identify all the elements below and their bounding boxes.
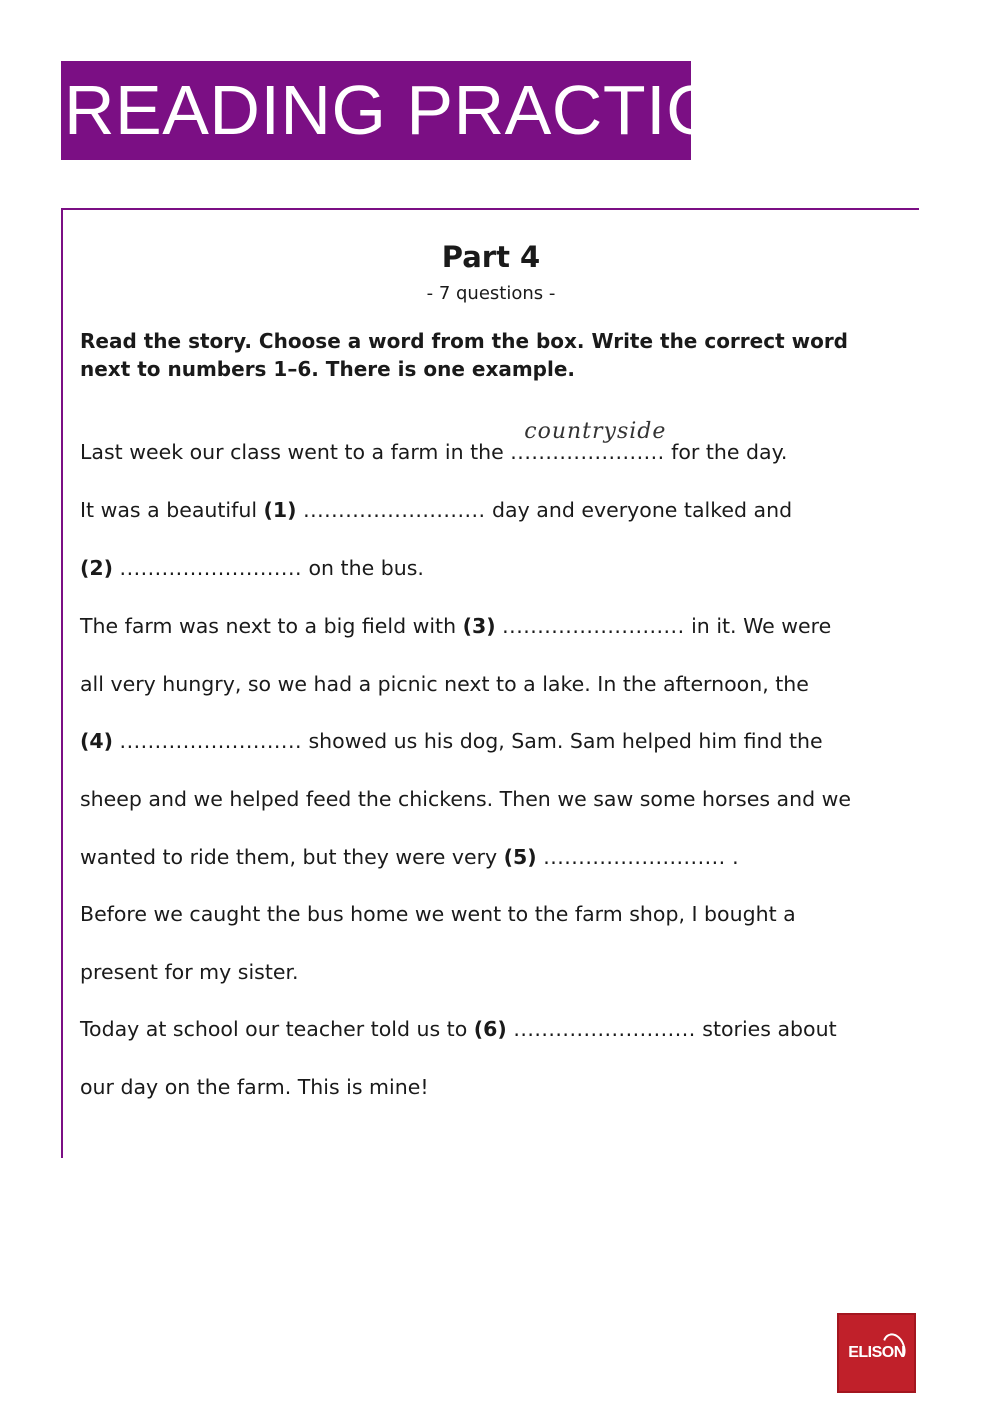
question-number-2: (2) [80,556,114,580]
answer-blank-6[interactable]: .......................... [513,1017,696,1041]
story-text: for the day. [664,440,788,464]
example-answer-blank [510,419,667,466]
story-line-3 [80,554,424,582]
story-text: in it. We were [684,614,832,638]
question-number-1: (1) [263,498,297,522]
story-text: showed us his dog, Sam. Sam helped him find the [301,729,823,753]
story-text: It was a beautiful [80,498,264,522]
story-text: . [725,845,739,869]
story-text: on the bus. [301,556,424,580]
question-number-6: (6) [473,1017,507,1041]
story-line-5: all very hungry, so we had a picnic next to a lake. In the afternoon, the [80,672,809,696]
story-line-9: Before we caught the bus home we went to the farm shop, I bought a [80,902,796,926]
frame-top-border [61,208,919,210]
logo-text: ELISON [848,1344,905,1361]
story-line-1 [80,419,788,466]
question-number-5: (5) [503,845,537,869]
story-line-6 [80,727,823,755]
story-line-11 [80,1015,837,1043]
story-line-10: present for my sister. [80,960,299,984]
story-line-2 [80,496,792,524]
story-text: Last week our class went to a farm in the [80,440,511,464]
frame-left-border [61,208,63,1158]
answer-blank-2[interactable]: .......................... [119,556,302,580]
page-title: READING PRACTICE [64,71,765,149]
answer-blank-4[interactable]: .......................... [119,729,302,753]
answer-blank-1[interactable]: .......................... [303,498,486,522]
elison-logo [837,1313,916,1393]
story-text: day and everyone talked and [485,498,793,522]
story-text: wanted to ride them, but they were very [80,845,504,869]
story-text: Today at school our teacher told us to [80,1017,474,1041]
part-title: Part 4 [441,240,541,274]
answer-blank-dots: ...................... [510,440,665,464]
story-line-7: sheep and we helped feed the chickens. Then we saw some horses and we [80,787,851,811]
example-answer: countryside [524,419,667,444]
story-line-4 [80,612,831,640]
question-number-4: (4) [80,729,114,753]
answer-blank-3[interactable]: .......................... [502,614,685,638]
answer-blank-5[interactable]: .......................... [543,845,726,869]
story-text: stories about [695,1017,837,1041]
story-line-8 [80,843,739,871]
story-text: The farm was next to a big field with [80,614,463,638]
page-title-banner [61,61,765,160]
question-number-3: (3) [462,614,496,638]
story-line-12: our day on the farm. This is mine! [80,1075,429,1099]
instructions: Read the story. Choose a word from the box. Write the correct word next to numbers 1–6. There is one example. [80,329,848,381]
question-count: - 7 questions - [426,283,556,304]
